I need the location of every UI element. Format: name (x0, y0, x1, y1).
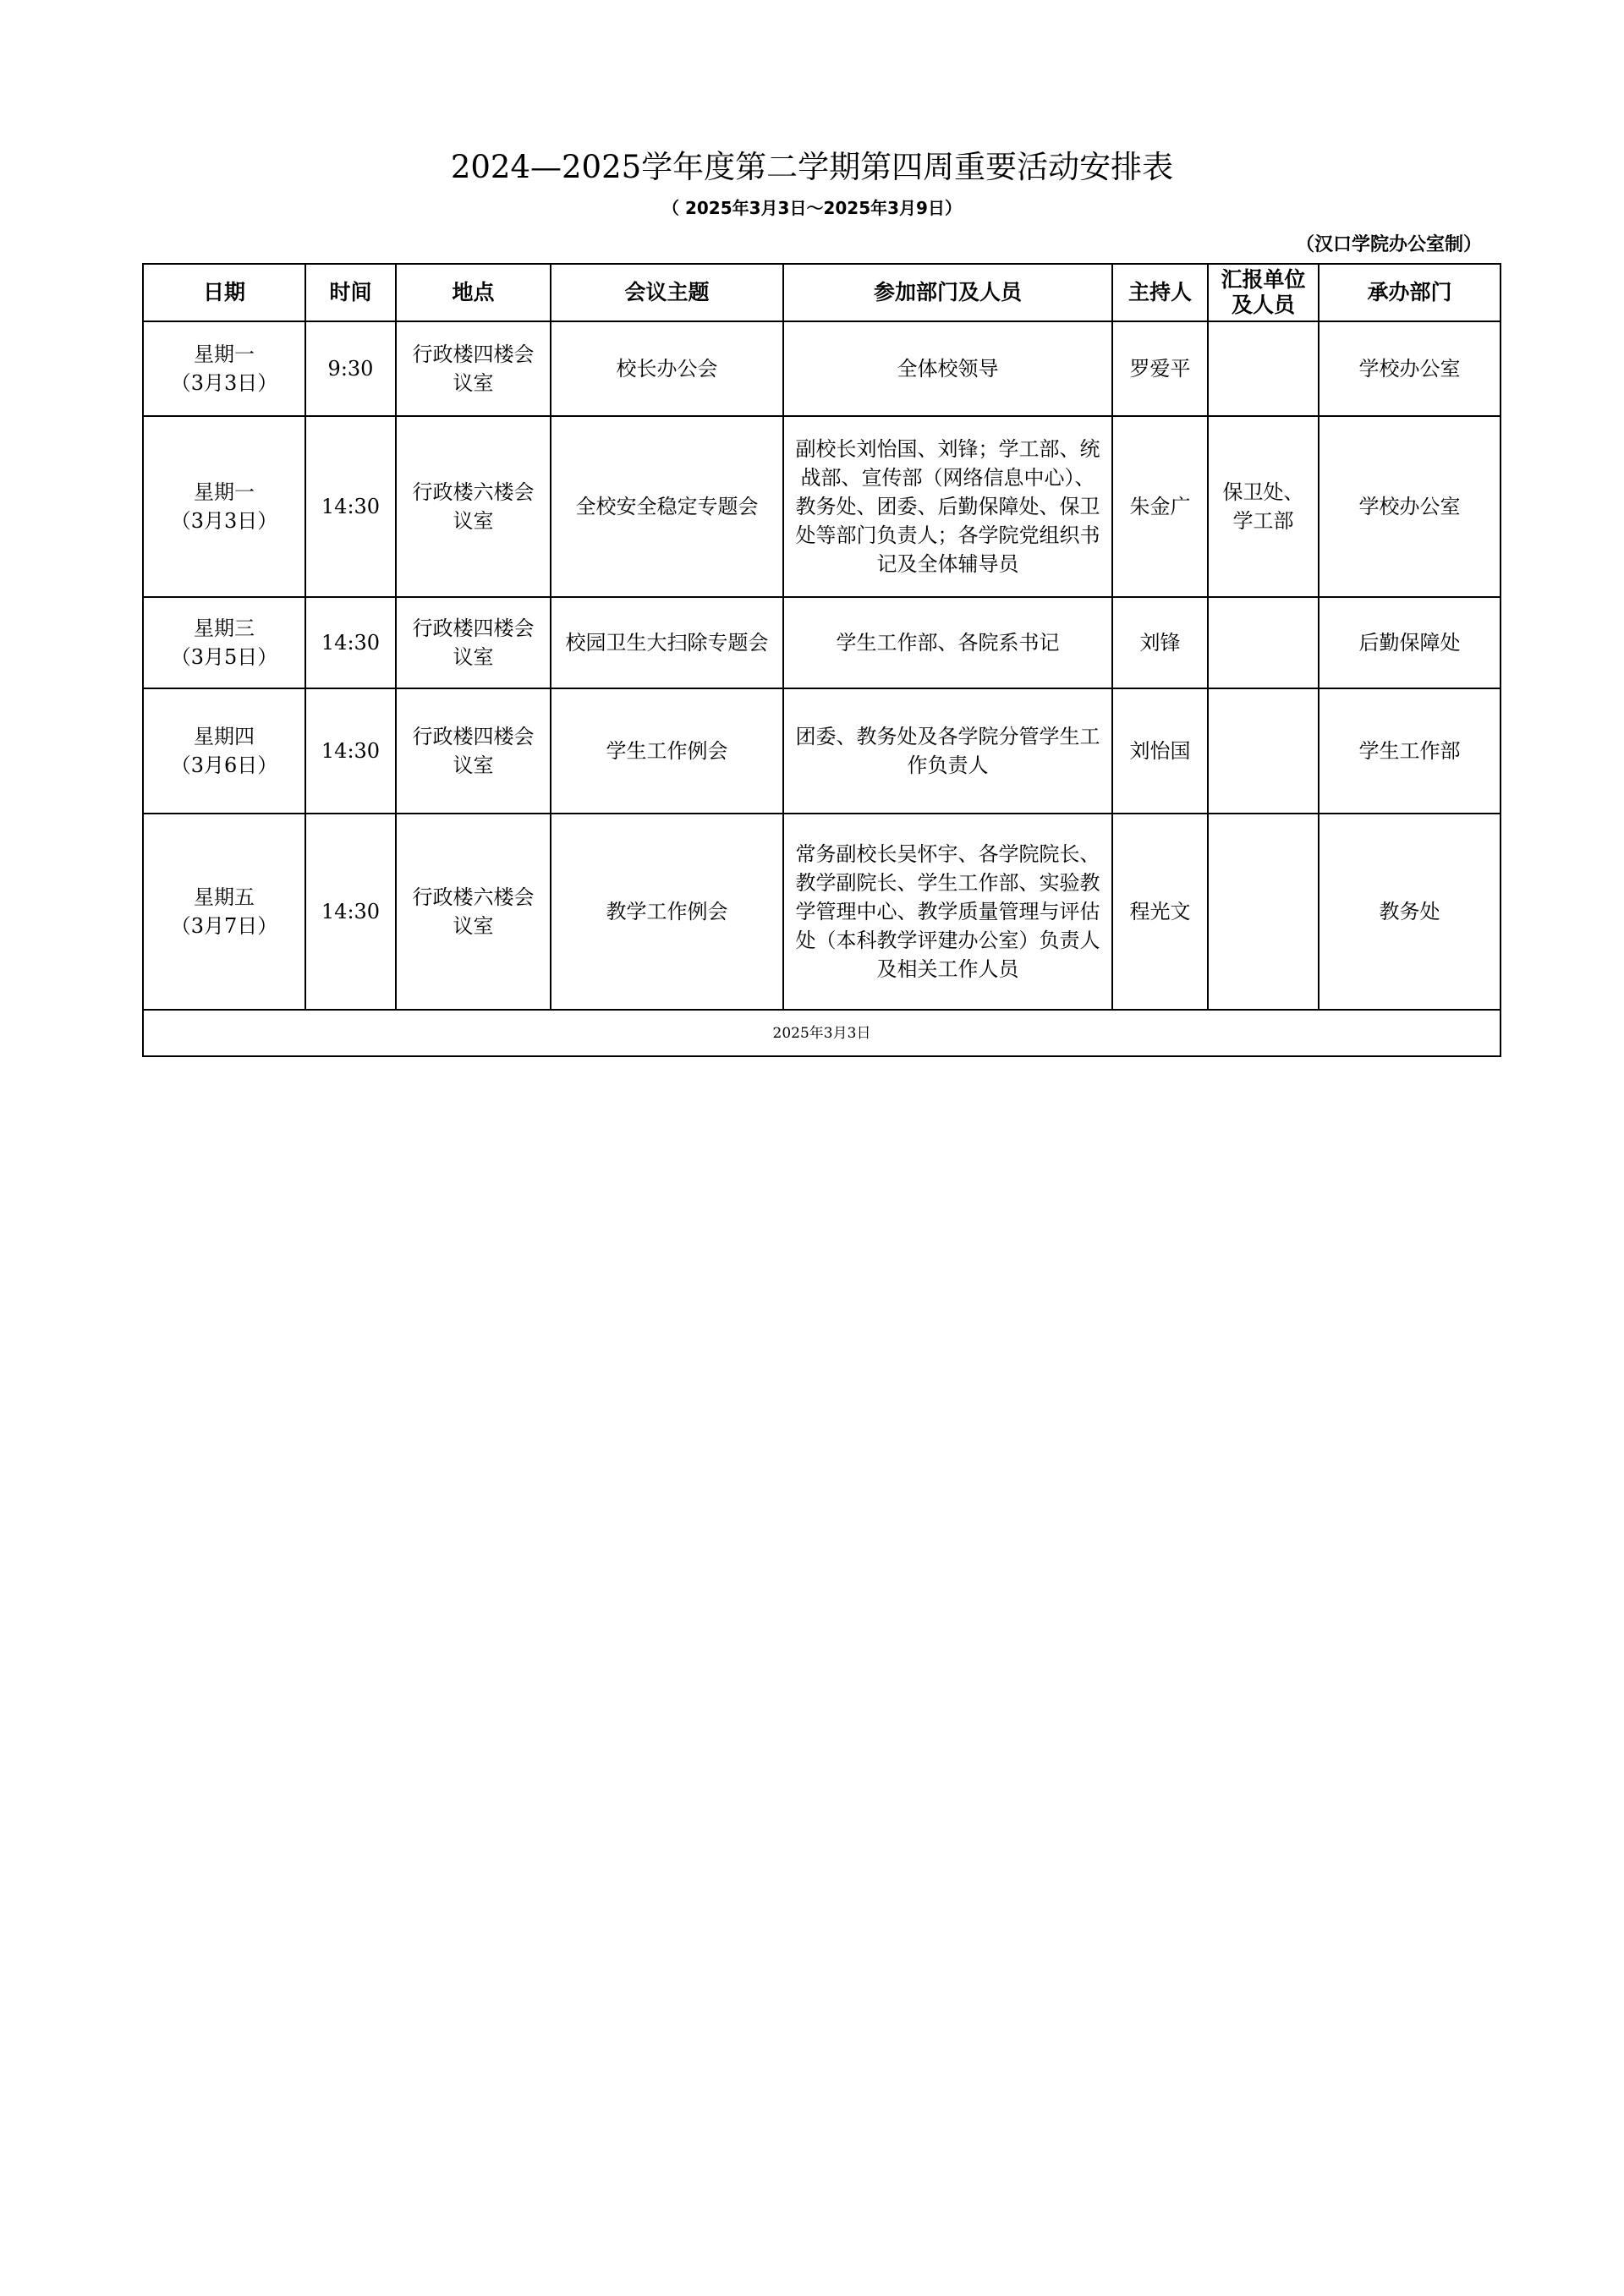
calendar-date: （3月3日） (170, 509, 278, 533)
calendar-date: （3月3日） (170, 371, 278, 395)
footer-date: 2025年3月3日 (143, 1010, 1501, 1056)
date-cell (143, 688, 305, 814)
header-host: 主持人 (1112, 264, 1208, 321)
host-cell: 刘锋 (1112, 597, 1208, 688)
table-row (143, 321, 1501, 416)
weekday: 星期四 (194, 725, 255, 748)
attendees-cell: 团委、教务处及各学院分管学生工作负责人 (783, 688, 1112, 814)
time-cell: 14:30 (305, 814, 396, 1010)
reporter-cell: 保卫处、学工部 (1208, 416, 1319, 597)
weekday: 星期三 (194, 616, 255, 640)
reporter-cell (1208, 321, 1319, 416)
header-attendees: 参加部门及人员 (783, 264, 1112, 321)
table-row (143, 416, 1501, 597)
weekday: 星期一 (194, 342, 255, 366)
reporter-cell (1208, 597, 1319, 688)
attendees-cell: 全体校领导 (783, 321, 1112, 416)
topic-cell: 校园卫生大扫除专题会 (551, 597, 783, 688)
reporter-cell (1208, 814, 1319, 1010)
place-cell: 行政楼四楼会议室 (396, 321, 551, 416)
time-cell: 14:30 (305, 688, 396, 814)
date-cell (143, 597, 305, 688)
date-cell (143, 321, 305, 416)
topic-cell: 全校安全稳定专题会 (551, 416, 783, 597)
table-footer-row (143, 1010, 1501, 1056)
page-title: 2024—2025学年度第二学期第四周重要活动安排表 (450, 149, 1174, 185)
host-cell: 罗爱平 (1112, 321, 1208, 416)
organizer-cell: 学校办公室 (1319, 416, 1501, 597)
weekday: 星期五 (194, 885, 255, 909)
attendees-cell: 学生工作部、各院系书记 (783, 597, 1112, 688)
topic-cell: 教学工作例会 (551, 814, 783, 1010)
time-cell: 9:30 (305, 321, 396, 416)
topic-cell: 校长办公会 (551, 321, 783, 416)
host-cell: 程光文 (1112, 814, 1208, 1010)
header-date: 日期 (143, 264, 305, 321)
issuer-note: （汉口学院办公室制） (1295, 234, 1482, 255)
header-time: 时间 (305, 264, 396, 321)
host-cell: 刘怡国 (1112, 688, 1208, 814)
place-cell: 行政楼六楼会议室 (396, 814, 551, 1010)
date-cell (143, 814, 305, 1010)
reporter-cell (1208, 688, 1319, 814)
host-cell: 朱金广 (1112, 416, 1208, 597)
calendar-date: （3月5日） (170, 645, 278, 669)
organizer-cell: 教务处 (1319, 814, 1501, 1010)
time-cell: 14:30 (305, 416, 396, 597)
table-row (143, 688, 1501, 814)
place-cell: 行政楼六楼会议室 (396, 416, 551, 597)
table-row (143, 814, 1501, 1010)
date-cell (143, 416, 305, 597)
attendees-cell: 副校长刘怡国、刘锋；学工部、统战部、宣传部（网络信息中心）、教务处、团委、后勤保障处、保卫处等部门负责人；各学院党组织书记及全体辅导员 (783, 416, 1112, 597)
organizer-cell: 后勤保障处 (1319, 597, 1501, 688)
organizer-cell: 学校办公室 (1319, 321, 1501, 416)
header-organizer: 承办部门 (1319, 264, 1501, 321)
schedule-table (142, 263, 1501, 1057)
calendar-date: （3月7日） (170, 914, 278, 938)
header-reporter: 汇报单位及人员 (1208, 264, 1319, 321)
time-cell: 14:30 (305, 597, 396, 688)
place-cell: 行政楼四楼会议室 (396, 688, 551, 814)
place-cell: 行政楼四楼会议室 (396, 597, 551, 688)
attendees-cell: 常务副校长吴怀宇、各学院院长、教学副院长、学生工作部、实验教学管理中心、教学质量管理与评估处（本科教学评建办公室）负责人及相关工作人员 (783, 814, 1112, 1010)
table-row (143, 597, 1501, 688)
calendar-date: （3月6日） (170, 753, 278, 777)
table-header-row (143, 264, 1501, 321)
topic-cell: 学生工作例会 (551, 688, 783, 814)
header-place: 地点 (396, 264, 551, 321)
organizer-cell: 学生工作部 (1319, 688, 1501, 814)
date-range-subtitle: （ 2025年3月3日～2025年3月9日） (662, 198, 962, 218)
weekday: 星期一 (194, 480, 255, 504)
header-topic: 会议主题 (551, 264, 783, 321)
